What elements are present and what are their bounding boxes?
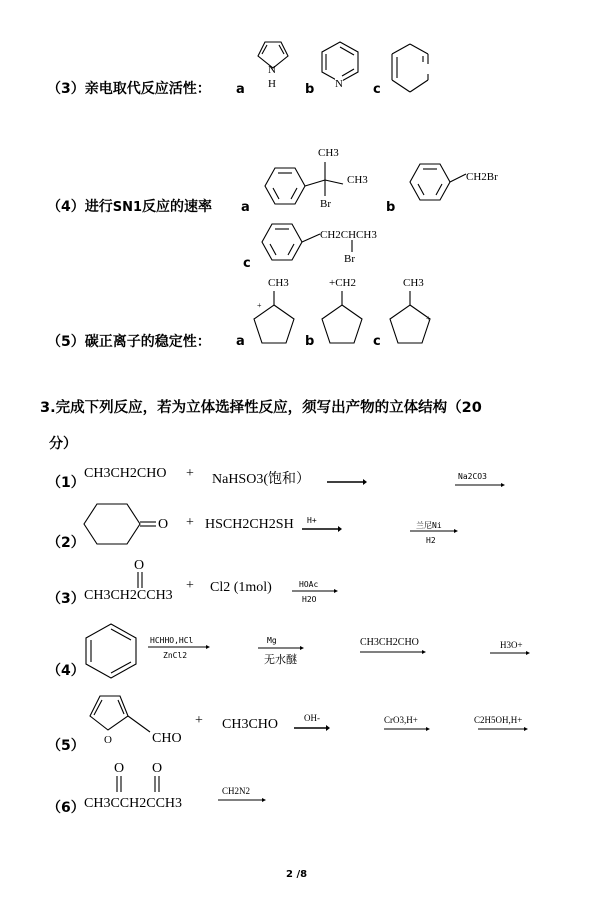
rxn1-cond2: Na2CO3 xyxy=(458,472,487,481)
rxn3-reactant: CH3CH2CCH3 xyxy=(84,588,173,603)
section3-title xyxy=(40,396,482,417)
rxn3-cond-bottom: H2O xyxy=(302,595,317,604)
item4-label xyxy=(47,196,212,216)
rxn2-cond1: H+ xyxy=(307,516,317,525)
rxn1-arrow1 xyxy=(327,478,367,486)
rxn4-arrow1 xyxy=(148,643,210,651)
item5a-ch3: CH3 xyxy=(268,277,289,289)
item4c-chain: CH2CHCH3 xyxy=(320,229,377,241)
item4c-br: Br xyxy=(344,253,355,265)
rxn2-cond2-bottom: H2 xyxy=(426,536,436,545)
rxn2-cond2-top: 兰尼Ni xyxy=(416,521,442,530)
item4b-ch2br: CH2Br xyxy=(466,171,498,183)
cyclopentyl-methyl-cation-b xyxy=(318,285,368,345)
rxn5-cond2: CrO3,H+ xyxy=(384,715,418,725)
rxn5-arrow3 xyxy=(478,725,528,733)
item3-label: （3）亲电取代反应活性： xyxy=(47,81,211,97)
rxn3-cond-top: HOAc xyxy=(299,580,319,589)
item4-option-a: a xyxy=(241,200,250,215)
cyclohexanone-structure xyxy=(82,500,162,550)
item5b-ch2: +CH2 xyxy=(329,277,356,289)
furfural-structure xyxy=(80,688,160,748)
rxn5-arrow2 xyxy=(384,725,430,733)
rxn5-reagent: CH3CHO xyxy=(222,717,279,732)
benzene-ring-4b xyxy=(400,158,470,214)
section3-title-text: 3.完成下列反应，若为立体选择性反应，须写出产物的立体结构 xyxy=(40,400,448,416)
rxn3-arrow xyxy=(292,587,338,595)
item5-option-a: a xyxy=(236,334,245,349)
pyridine-n: N xyxy=(335,78,343,90)
item4a-br: Br xyxy=(320,198,331,210)
section3-points-close: 分） xyxy=(49,436,77,452)
item3-option-b: b xyxy=(305,82,315,97)
item4a-ch3-right: CH3 xyxy=(347,174,368,186)
item5-option-c: c xyxy=(373,334,381,349)
item5c-plus: + xyxy=(426,314,431,323)
rxn6-reactant: CH3CCH2CCH3 xyxy=(84,796,183,811)
item4a-ch3-top: CH3 xyxy=(318,147,339,159)
rxn4-cond2-top: Mg xyxy=(267,636,277,645)
rxn2-plus: + xyxy=(186,515,194,530)
page-number: 2 /8 xyxy=(286,869,308,880)
rxn4-arrow3 xyxy=(360,648,426,656)
rxn4-number: （4） xyxy=(47,663,85,679)
rxn2-reagent: HSCH2CH2SH xyxy=(205,517,294,532)
rxn1-number: （1） xyxy=(47,475,85,491)
item4-label-rest: 反应的速率 xyxy=(142,199,213,215)
rxn4-benzene xyxy=(80,620,142,682)
rxn1-plus: + xyxy=(186,466,194,481)
benzene-ring-4a xyxy=(255,160,355,220)
rxn3-carbonyl-o: O xyxy=(134,558,145,573)
rxn5-arrow1 xyxy=(294,724,330,732)
pyrrole-h: H xyxy=(268,78,276,90)
cyclopentyl-cation-a xyxy=(250,285,300,345)
rxn4-cond3: CH3CH2CHO xyxy=(360,637,419,648)
rxn4-cond2-bottom: 无水醚 xyxy=(264,653,297,666)
rxn3-reagent: Cl2 (1mol) xyxy=(210,580,272,595)
rxn6-o1: O xyxy=(114,761,125,776)
item3-option-a: a xyxy=(236,82,245,97)
rxn5-furan-o: O xyxy=(104,734,112,746)
pyrrole-structure xyxy=(248,34,298,84)
rxn3-number: （3） xyxy=(47,591,85,607)
item4-option-b: b xyxy=(386,200,396,215)
rxn2-arrow2 xyxy=(410,527,458,535)
rxn2-ketone-o: O xyxy=(158,517,169,532)
rxn6-cond: CH2N2 xyxy=(222,786,251,796)
rxn2-arrow1 xyxy=(302,525,342,533)
item5a-plus: + xyxy=(257,301,262,310)
rxn4-cond1-top: HCHHO,HCl xyxy=(150,636,194,645)
section3-points-open: （20 xyxy=(447,400,482,416)
rxn1-reactant: CH3CH2CHO xyxy=(84,466,167,481)
rxn6-carbonyl-bonds xyxy=(114,776,164,794)
pyrrole-n: N xyxy=(268,64,276,76)
rxn6-number: （6） xyxy=(47,800,85,816)
item4-label-sn1: SN1 xyxy=(112,200,143,215)
rxn3-plus: + xyxy=(186,578,194,593)
item3-option-c: c xyxy=(373,82,381,97)
rxn5-cond3: C2H5OH,H+ xyxy=(474,715,523,725)
rxn5-number: （5） xyxy=(47,738,85,754)
rxn6-o2: O xyxy=(152,761,163,776)
benzene-ring-4c xyxy=(252,218,372,274)
item5-label: （5）碳正离子的稳定性： xyxy=(47,334,211,350)
rxn1-arrow2 xyxy=(455,481,505,489)
rxn2-number: （2） xyxy=(47,535,85,551)
rxn5-plus: + xyxy=(195,713,203,728)
item5-option-b: b xyxy=(305,334,315,349)
rxn4-cond1-bottom: ZnCl2 xyxy=(163,651,188,660)
rxn5-cho: CHO xyxy=(152,731,182,746)
rxn4-arrow4 xyxy=(490,649,530,657)
item4-label-pre: （4）进行 xyxy=(47,199,113,215)
item5c-ch3: CH3 xyxy=(403,277,424,289)
rxn1-reagent: NaHSO3(饱和） xyxy=(212,472,310,487)
rxn6-arrow xyxy=(218,796,266,804)
rxn5-cond1: OH- xyxy=(304,713,320,723)
item4-option-c: c xyxy=(243,256,251,271)
benzene-ring-c xyxy=(388,40,436,92)
rxn4-cond4: H3O+ xyxy=(500,640,523,650)
